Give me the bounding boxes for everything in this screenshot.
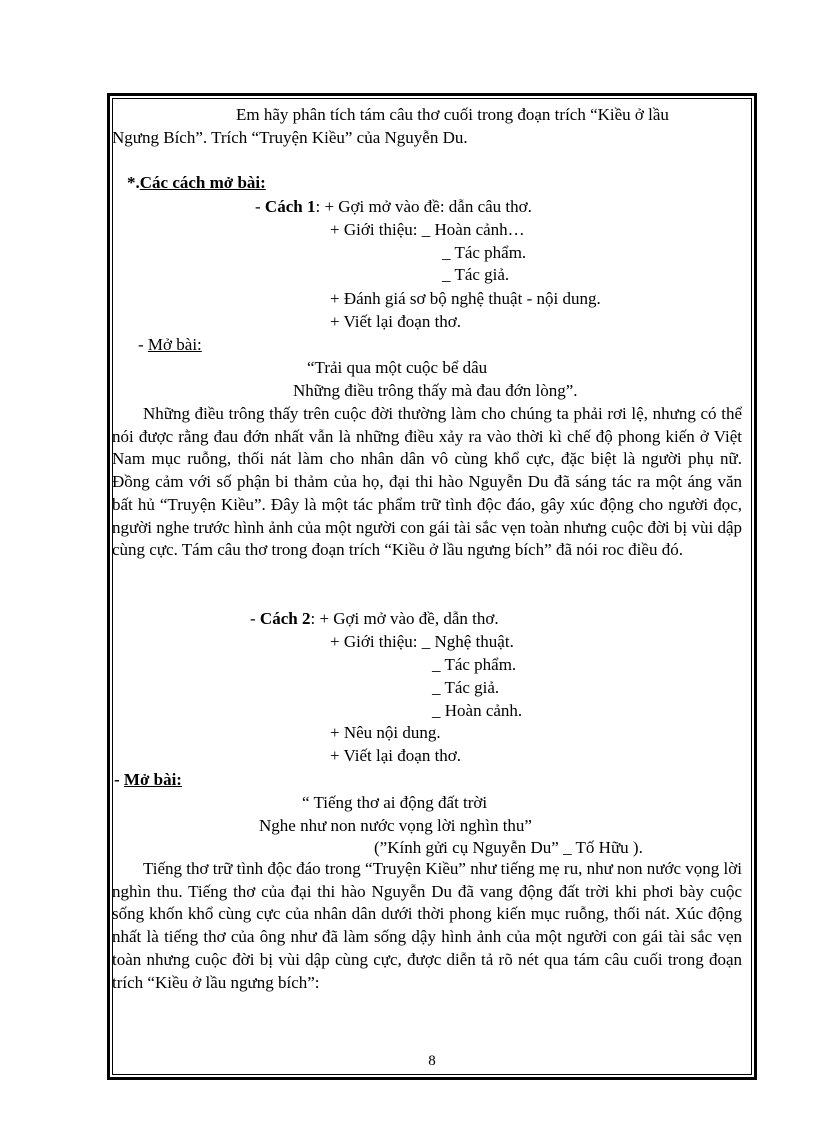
cach2-mo-bai bbox=[114, 769, 182, 791]
cach2-poem-line-1: “ Tiếng thơ ai động đất trời bbox=[302, 793, 488, 812]
cach2-mo-bai-dash: - bbox=[114, 770, 124, 789]
cach1-colon: : bbox=[315, 197, 325, 216]
cach1-item-6: + Viết lại đoạn thơ. bbox=[330, 312, 462, 331]
cach1-dash: - bbox=[255, 197, 265, 216]
section-heading-label: Các cách mở bài: bbox=[139, 173, 266, 192]
prompt-line-1: Em hãy phân tích tám câu thơ cuối trong đoạn trích “Kiều ở lầu bbox=[236, 105, 669, 124]
cach1-item-5: + Đánh giá sơ bộ nghệ thuật - nội dung. bbox=[330, 289, 601, 308]
cach1-mo-bai-dash: - bbox=[138, 335, 148, 354]
cach2-colon: : bbox=[310, 609, 320, 628]
cach1-header bbox=[255, 196, 532, 218]
cach1-label: Cách 1 bbox=[264, 197, 316, 216]
cach2-poem-line-2: Nghe như non nước vọng lời nghìn thu” bbox=[259, 816, 532, 835]
cach2-item-7: + Viết lại đoạn thơ. bbox=[330, 746, 462, 765]
cach1-item-1: + Gợi mở vào đề: dẫn câu thơ. bbox=[324, 197, 532, 216]
prompt-line-2: Ngưng Bích”. Trích “Truyện Kiều” của Nguyễn Du. bbox=[112, 128, 468, 147]
section-heading-prefix: *. bbox=[127, 173, 140, 192]
cach2-item-6: + Nêu nội dung. bbox=[330, 723, 441, 742]
cach1-poem-line-1: “Trải qua một cuộc bể dâu bbox=[307, 358, 488, 377]
cach2-item-3: _ Tác phẩm. bbox=[432, 655, 517, 674]
section-heading bbox=[127, 172, 266, 194]
cach1-item-2: + Giới thiệu: _ Hoàn cảnh… bbox=[330, 220, 525, 239]
cach2-paragraph: Tiếng thơ trữ tình độc đáo trong “Truyện Kiều” như tiếng mẹ ru, như non nước vọng lời nghìn thu. Tiếng thơ của đại thi hào Nguyễn Du đã vang động đất trời khi phơi bày cuộc sống khốn khổ cùng cực của nhân dân dưới thời phong kiến mục ruỗng, thối nát. Xúc động nhất là tiếng thơ của ông như đã làm sống dậy hình ảnh của một người con gái tài sắc vẹn toàn nhưng cuộc đời bị vùi dập cùng cực, được diễn tả rõ nét qua tám câu cuối trong đoạn trích “Kiều ở lầu ngưng bích”: bbox=[112, 859, 742, 992]
cach1-paragraph: Những điều trông thấy trên cuộc đời thường làm cho chúng ta phải rơi lệ, nhưng có thể nói được rằng đau đớn nhất vẫn là những điều xảy ra vào thời kì chế độ phong kiến ở Việt Nam mục ruỗng, thối nát làm cho nhân dân vô cùng khổ cực, đặc biệt là người phụ nữ. Đồng cảm với số phận bi thảm của họ, đại thi hào Nguyễn Du đã sáng tác ra một áng văn bất hủ “Truyện Kiều”. Đây là một tác phẩm trữ tình độc đáo, gây xúc động cho người đọc, người nghe trước hình ảnh của một người con gái tài sắc vẹn toàn nhưng cuộc đời bị vùi dập cùng cực. Tám câu thơ trong đoạn trích “Kiều ở lầu ngưng bích” đã nói roc điều đó. bbox=[112, 404, 742, 560]
cach2-label: Cách 2 bbox=[259, 609, 311, 628]
cach2-item-1: + Gợi mở vào đề, dẫn thơ. bbox=[319, 609, 499, 628]
cach2-item-2: + Giới thiệu: _ Nghệ thuật. bbox=[330, 632, 514, 651]
cach2-header bbox=[250, 608, 499, 630]
cach2-poem-citation: (”Kính gửi cụ Nguyễn Du” _ Tố Hữu ). bbox=[374, 838, 643, 857]
cach1-mo-bai bbox=[138, 334, 202, 356]
cach1-mo-bai-label: Mở bài: bbox=[147, 335, 202, 354]
cach2-item-4: _ Tác giả. bbox=[432, 678, 500, 697]
cach2-dash: - bbox=[250, 609, 260, 628]
page-number: 8 bbox=[428, 1053, 436, 1069]
cach2-mo-bai-label: Mở bài: bbox=[123, 770, 182, 789]
cach2-item-5: _ Hoàn cảnh. bbox=[432, 701, 523, 720]
cach1-item-4: _ Tác giả. bbox=[442, 265, 510, 284]
cach1-item-3: _ Tác phẩm. bbox=[442, 243, 527, 262]
cach1-poem-line-2: Những điều trông thấy mà đau đớn lòng”. bbox=[293, 381, 578, 400]
